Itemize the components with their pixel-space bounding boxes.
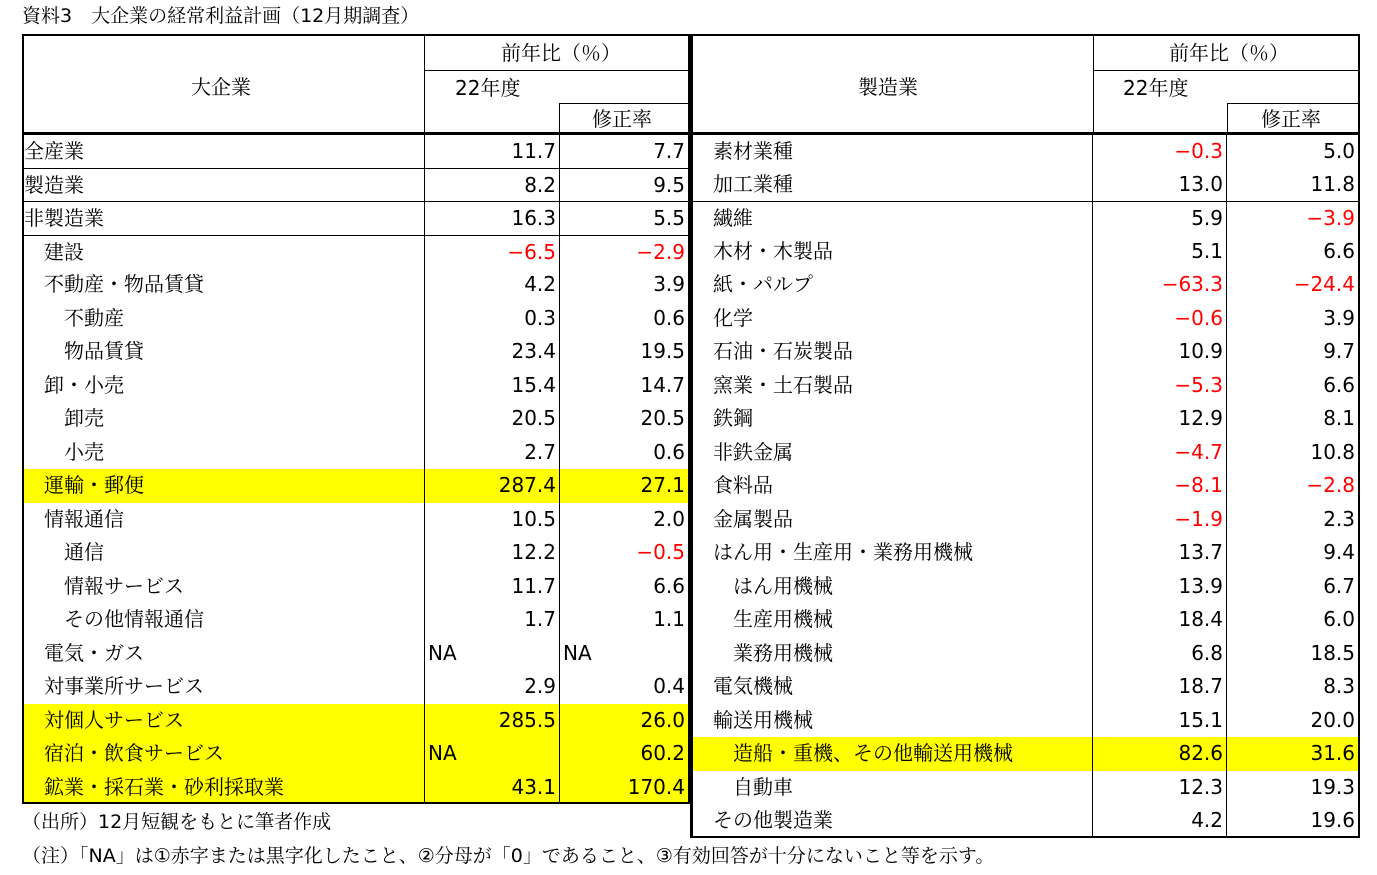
- table-row: [690, 670, 1360, 704]
- row-label: 電気・ガス: [22, 637, 424, 671]
- fy22-yoy-value: 285.5: [424, 704, 559, 738]
- table-row: [690, 268, 1360, 302]
- table-row: [22, 268, 690, 302]
- row-label: 木材・木製品: [690, 235, 1092, 269]
- row-label: 繊維: [690, 202, 1092, 235]
- fy22-yoy-value: 23.4: [424, 335, 559, 369]
- revision-rate-value: 19.3: [1226, 771, 1360, 805]
- row-label: 対事業所サービス: [22, 670, 424, 704]
- fy22-yoy-value: 82.6: [1092, 737, 1226, 771]
- fy22-yoy-value: −63.3: [1092, 268, 1226, 302]
- table-row: [22, 737, 690, 771]
- revision-rate-value: 0.4: [559, 670, 690, 704]
- table-row: [22, 369, 690, 403]
- fy22-yoy-value: 13.9: [1092, 570, 1226, 604]
- row-label: 卸・小売: [22, 369, 424, 403]
- revision-rate-value: −24.4: [1226, 268, 1360, 302]
- row-label: 情報通信: [22, 503, 424, 537]
- fy22-yoy-value: −0.6: [1092, 302, 1226, 336]
- table-row: [22, 335, 690, 369]
- left-yoy-header: 前年比（％）: [501, 41, 621, 65]
- table-row: [22, 134, 690, 168]
- table-row: [690, 737, 1360, 771]
- table-row: [22, 637, 690, 671]
- row-label: 加工業種: [690, 168, 1092, 202]
- fy22-yoy-value: 4.2: [424, 268, 559, 302]
- fy22-yoy-value: 6.8: [1092, 637, 1226, 671]
- fy22-yoy-value: −0.3: [1092, 135, 1226, 168]
- revision-rate-value: 6.0: [1226, 603, 1360, 637]
- table-row: [22, 603, 690, 637]
- fy22-yoy-value: 10.9: [1092, 335, 1226, 369]
- right-category-header: 製造業: [858, 75, 918, 99]
- row-label: 生産用機械: [690, 603, 1092, 637]
- revision-rate-value: 3.9: [1226, 302, 1360, 336]
- table-row: [690, 436, 1360, 470]
- fy22-yoy-value: −4.7: [1092, 436, 1226, 470]
- revision-rate-value: 3.9: [559, 268, 690, 302]
- row-label: 小売: [22, 436, 424, 470]
- revision-rate-value: −0.5: [559, 536, 690, 570]
- row-label: 製造業: [22, 169, 424, 202]
- row-label: 対個人サービス: [22, 704, 424, 738]
- revision-rate-value: 20.5: [559, 402, 690, 436]
- revision-rate-value: 20.0: [1226, 704, 1360, 738]
- revision-rate-value: −2.8: [1226, 469, 1360, 503]
- fy22-yoy-value: 43.1: [424, 771, 559, 803]
- row-label: 化学: [690, 302, 1092, 336]
- revision-rate-value: −2.9: [559, 236, 690, 269]
- table-row: [690, 335, 1360, 369]
- row-label: 物品賃貸: [22, 335, 424, 369]
- fy22-yoy-value: 20.5: [424, 402, 559, 436]
- table-row: [22, 235, 690, 269]
- revision-rate-value: 7.7: [559, 135, 690, 168]
- source-note: （出所）12月短観をもとに筆者作成: [22, 811, 332, 833]
- revision-rate-value: 2.0: [559, 503, 690, 537]
- fy22-yoy-value: 11.7: [424, 135, 559, 168]
- revision-rate-value: 9.5: [559, 169, 690, 202]
- table-row: [22, 670, 690, 704]
- fy22-yoy-value: 10.5: [424, 503, 559, 537]
- row-label: 不動産・物品賃貸: [22, 268, 424, 302]
- left-table-body: [22, 134, 690, 804]
- fy22-yoy-value: 15.4: [424, 369, 559, 403]
- revision-rate-value: 6.6: [1226, 235, 1360, 269]
- row-label: 非製造業: [22, 202, 424, 235]
- table-row: [22, 436, 690, 470]
- row-label: 不動産: [22, 302, 424, 336]
- row-label: その他情報通信: [22, 603, 424, 637]
- revision-rate-value: 8.1: [1226, 402, 1360, 436]
- table-row: [690, 536, 1360, 570]
- row-label: 鉱業・採石業・砂利採取業: [22, 771, 424, 803]
- table-row: [690, 469, 1360, 503]
- revision-rate-value: 10.8: [1226, 436, 1360, 470]
- row-label: 業務用機械: [690, 637, 1092, 671]
- table-row: [22, 469, 690, 503]
- revision-rate-value: 0.6: [559, 436, 690, 470]
- table-row: [22, 570, 690, 604]
- fy22-yoy-value: −1.9: [1092, 503, 1226, 537]
- table-row: [690, 570, 1360, 604]
- fy22-yoy-value: 12.2: [424, 536, 559, 570]
- row-label: 自動車: [690, 771, 1092, 805]
- fy22-yoy-value: 2.9: [424, 670, 559, 704]
- revision-rate-value: 26.0: [559, 704, 690, 738]
- right-yoy-header: 前年比（％）: [1169, 41, 1289, 65]
- revision-rate-value: 14.7: [559, 369, 690, 403]
- row-label: その他製造業: [690, 804, 1092, 836]
- revision-rate-value: 19.5: [559, 335, 690, 369]
- table-row: [22, 771, 690, 805]
- table-row: [22, 201, 690, 235]
- table-row: [690, 402, 1360, 436]
- left-revision-header: 修正率: [592, 107, 652, 131]
- revision-rate-value: 31.6: [1226, 737, 1360, 771]
- fy22-yoy-value: 2.7: [424, 436, 559, 470]
- fy22-yoy-value: −8.1: [1092, 469, 1226, 503]
- document-title: 資料3 大企業の経常利益計画（12月期調査）: [22, 5, 420, 27]
- revision-rate-value: 0.6: [559, 302, 690, 336]
- fy22-yoy-value: 287.4: [424, 469, 559, 503]
- revision-rate-value: NA: [559, 637, 690, 671]
- revision-rate-value: 60.2: [559, 737, 690, 771]
- fy22-yoy-value: 15.1: [1092, 704, 1226, 738]
- revision-rate-value: 9.7: [1226, 335, 1360, 369]
- table-row: [22, 168, 690, 202]
- row-label: 運輸・郵便: [22, 469, 424, 503]
- table-row: [690, 201, 1360, 235]
- revision-rate-value: 9.4: [1226, 536, 1360, 570]
- row-label: 建設: [22, 236, 424, 269]
- fy22-yoy-value: 16.3: [424, 202, 559, 235]
- table-row: [690, 134, 1360, 168]
- row-label: 金属製品: [690, 503, 1092, 537]
- large-enterprise-table: [22, 34, 690, 804]
- table-row: [690, 168, 1360, 202]
- row-label: 食料品: [690, 469, 1092, 503]
- row-label: 輸送用機械: [690, 704, 1092, 738]
- row-label: 全産業: [22, 135, 424, 168]
- fy22-yoy-value: 11.7: [424, 570, 559, 604]
- row-label: 非鉄金属: [690, 436, 1092, 470]
- row-label: 石油・石炭製品: [690, 335, 1092, 369]
- fy22-yoy-value: 13.7: [1092, 536, 1226, 570]
- fy22-yoy-value: NA: [424, 737, 559, 771]
- fy22-yoy-value: NA: [424, 637, 559, 671]
- table-row: [690, 369, 1360, 403]
- fy22-yoy-value: 8.2: [424, 169, 559, 202]
- row-label: 鉄鋼: [690, 402, 1092, 436]
- revision-rate-value: 1.1: [559, 603, 690, 637]
- right-fy-header: 22年度: [1123, 76, 1189, 100]
- fy22-yoy-value: 5.1: [1092, 235, 1226, 269]
- revision-rate-value: 6.6: [1226, 369, 1360, 403]
- table-row: [690, 302, 1360, 336]
- table-row: [22, 536, 690, 570]
- row-label: 造船・重機、その他輸送用機械: [690, 737, 1092, 771]
- fy22-yoy-value: 12.9: [1092, 402, 1226, 436]
- row-label: はん用・生産用・業務用機械: [690, 536, 1092, 570]
- row-label: 卸売: [22, 402, 424, 436]
- table-row: [690, 637, 1360, 671]
- revision-rate-value: 2.3: [1226, 503, 1360, 537]
- left-fy-header: 22年度: [455, 76, 521, 100]
- fy22-yoy-value: 5.9: [1092, 202, 1226, 235]
- right-table-body: [690, 134, 1360, 838]
- revision-rate-value: 170.4: [559, 771, 690, 803]
- fy22-yoy-value: 18.7: [1092, 670, 1226, 704]
- fy22-yoy-value: −6.5: [424, 236, 559, 269]
- table-row: [690, 804, 1360, 838]
- table-row: [22, 503, 690, 537]
- fy22-yoy-value: 18.4: [1092, 603, 1226, 637]
- row-label: 電気機械: [690, 670, 1092, 704]
- right-table-header: [690, 34, 1360, 134]
- row-label: 情報サービス: [22, 570, 424, 604]
- row-label: 宿泊・飲食サービス: [22, 737, 424, 771]
- revision-rate-value: 5.0: [1226, 135, 1360, 168]
- left-category-header: 大企業: [191, 75, 251, 99]
- fy22-yoy-value: 12.3: [1092, 771, 1226, 805]
- table-row: [690, 235, 1360, 269]
- row-label: 窯業・土石製品: [690, 369, 1092, 403]
- fy22-yoy-value: −5.3: [1092, 369, 1226, 403]
- revision-rate-value: 5.5: [559, 202, 690, 235]
- fy22-yoy-value: 13.0: [1092, 168, 1226, 202]
- row-label: 素材業種: [690, 135, 1092, 168]
- left-table-header: [22, 34, 690, 134]
- table-row: [690, 603, 1360, 637]
- row-label: 通信: [22, 536, 424, 570]
- fy22-yoy-value: 1.7: [424, 603, 559, 637]
- table-row: [22, 302, 690, 336]
- fy22-yoy-value: 4.2: [1092, 804, 1226, 836]
- revision-rate-value: 11.8: [1226, 168, 1360, 202]
- fy22-yoy-value: 0.3: [424, 302, 559, 336]
- table-row: [690, 503, 1360, 537]
- manufacturing-table: [690, 34, 1360, 838]
- revision-rate-value: 27.1: [559, 469, 690, 503]
- footnote: （注）「NA」は①赤字または黒字化したこと、②分母が「0」であること、③有効回答が十分にないこと等を示す。: [22, 845, 995, 867]
- revision-rate-value: −3.9: [1226, 202, 1360, 235]
- revision-rate-value: 8.3: [1226, 670, 1360, 704]
- row-label: 紙・パルプ: [690, 268, 1092, 302]
- table-row: [22, 402, 690, 436]
- revision-rate-value: 19.6: [1226, 804, 1360, 836]
- revision-rate-value: 6.6: [559, 570, 690, 604]
- revision-rate-value: 6.7: [1226, 570, 1360, 604]
- table-row: [22, 704, 690, 738]
- table-row: [690, 771, 1360, 805]
- row-label: はん用機械: [690, 570, 1092, 604]
- revision-rate-value: 18.5: [1226, 637, 1360, 671]
- table-row: [690, 704, 1360, 738]
- right-revision-header: 修正率: [1261, 107, 1321, 131]
